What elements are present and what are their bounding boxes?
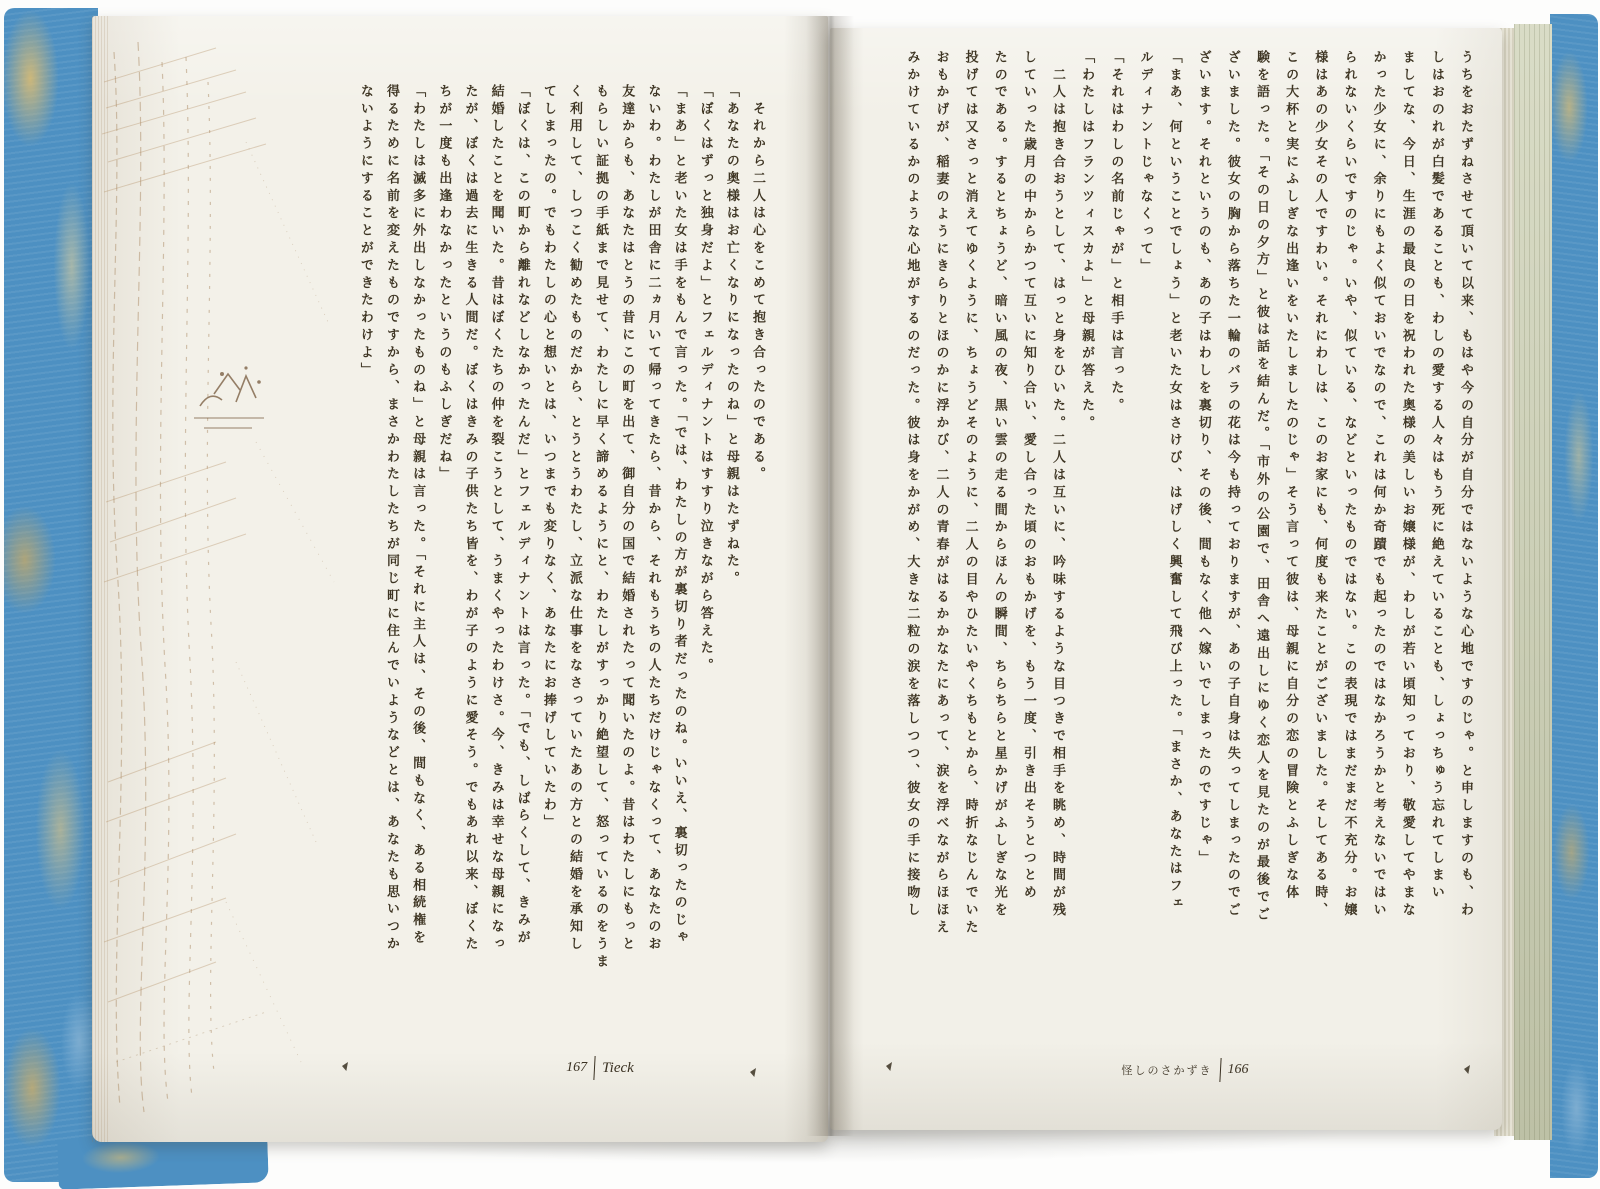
text-column: もらしい証拠の手紙まで見せて、わたしに早く諦めるようにと、わたしがすっかり絶望して、怒っているのをうま — [593, 84, 609, 972]
text-column: 験を語った。「その日の夕方」と彼は話を結んだ。「市外の公園で、田舎へ遠出しにゆく恋人を見たのが最後でご — [1254, 50, 1270, 925]
text-column: ないようにすることができたわけよ」 — [357, 84, 373, 380]
text-column: 「まあ」と老いた女は手をもんで言った。「では、わたしの方が裏切り者だったのね。いいえ、裏切ったのじゃ — [671, 84, 687, 948]
footer-divider — [1219, 1058, 1221, 1082]
text-column: しはおのれが白髪であることも、わしの愛する人々はもう死に絶えていることも、しょっちゅう忘れてしまい — [1428, 50, 1444, 903]
left-page-footer — [500, 1056, 700, 1080]
left-page-text — [330, 84, 764, 986]
right-page-footer — [1085, 1058, 1285, 1082]
text-column: ざいます。それというのも、あの子はわしを裏切り、その後、間もなく他へ嫁いでしまったのですじゃ」 — [1195, 50, 1211, 868]
text-column: 投げては又さっと消えてゆくように、ちょうどそのように、二人の目やひたいやくちもとから、時折なじんでいた — [962, 50, 978, 938]
text-column: 得るために名前を変えたものですから、まさかわたしたちが同じ町に住んでいようなどとは、あなたも思いつか — [384, 84, 400, 954]
book-cover-right — [1550, 14, 1598, 1178]
text-column: していった歳月の中からかつて互いに知り合い、愛し合った頃のおもかげを、もう一度、引き出そうとつとめ — [1020, 50, 1036, 903]
text-column: 「ぼくは、この町から離れなどしなかったんだ」とフェルディナントは言った。「でも、しばらくして、きみが — [514, 84, 530, 948]
left-page-number: 167 — [566, 1060, 588, 1075]
right-page-number: 166 — [1227, 1062, 1249, 1077]
text-column: 友達からも、あなたはとうの昔にこの町を出て、御自分の国で結婚されたって聞いたのよ。昔はわたしにもっと — [619, 84, 635, 954]
text-column: 二人は抱き合おうとして、はっと身をひいた。二人は互いに、吟味するような目つきで相手を眺め、時間が残 — [1050, 50, 1066, 920]
text-column: うちをおたずねさせて頂いて以来、もはや今の自分が自分ではないような心地ですのじゃ。と申しますのも、わ — [1458, 50, 1473, 920]
text-column: たのである。するとちょうど、暗い風の夜、黒い雲の走る間からほんの瞬間、ちらちらと星かげがふしぎな光を — [991, 50, 1007, 920]
text-column: ないわ。わたしが田舎に二ヵ月いて帰ってきたら、昔から、それもうちの人たちだけじゃなくって、あなたのお — [645, 84, 661, 954]
text-column: 「それはわしの名前じゃが」と相手は言った。 — [1108, 50, 1124, 416]
footer-divider — [594, 1056, 596, 1080]
text-column: 結婚したことを聞いた。昔はぼくたちの仲を裂こうとして、うまくやったわけさ。今、きみは幸せな母親になっ — [488, 84, 504, 954]
author-running-head: Tieck — [602, 1059, 634, 1076]
text-column: ざいました。彼女の胸から落ちた一輪のバラの花は今も持っておりますが、あの子自身は失ってしまったのでご — [1224, 50, 1240, 920]
text-column: かった少女に、余りにもよく似ておいでなので、これは何か奇蹟でも起ったのではなかろうかと考えないではい — [1370, 50, 1386, 920]
book-gutter-shadow — [806, 16, 854, 1136]
text-column: く利用して、しつこく勧めたものだから、とうとうわたし、立派な仕事をなさっていたあの方との結婚を承知し — [567, 84, 583, 954]
text-column: 「わたしは滅多に外出しなかったものね」と母親は言った。「それに主人は、その後、間もなく、ある相続権を — [410, 84, 426, 948]
etching-illustration — [96, 22, 346, 1134]
text-column: 「あなたの奥様はお亡くなりになったのね」と母親はたずねた。 — [723, 84, 739, 589]
text-column: てしまったの。でもわたしの心と想いとは、いつまでも変りなく、あなたにお捧げしていたわ」 — [540, 84, 556, 833]
endpaper-fore-edge — [1514, 24, 1552, 1140]
text-column: ましてな、今日、生涯の最良の日を祝われた奥様の美しいお嬢様が、わしが若い頃知っており、敬愛してやまな — [1399, 50, 1415, 920]
text-column: られないくらいですのじゃ。いや、似ている、などといったものではない。この表現ではまだまだ不充分。お嬢 — [1341, 50, 1357, 920]
text-column: この大杯と実にふしぎな出逢いをいたしましたのじゃ」そう言って彼は、母親に自分の恋の冒険とふしぎな体 — [1283, 50, 1299, 903]
title-running-head: 怪しのさかずき — [1121, 1064, 1213, 1077]
right-page-text — [890, 50, 1472, 952]
text-column: 様はあの少女その人ですわい。それにわしは、このお家にも、何度も来たことがございました。そしてある時、 — [1312, 50, 1328, 920]
text-column: 「わたしはフランツィスカよ」と母親が答えた。 — [1079, 50, 1095, 433]
text-column: 「ぼくはずっと独身だよ」とフェルディナントはすすり泣きながら答えた。 — [697, 84, 713, 676]
text-column: ちが一度も出逢わなかったというのもふしぎだね」 — [436, 84, 452, 485]
text-column: それから二人は心をこめて抱き合ったのである。 — [750, 84, 765, 485]
text-column: ルディナントじゃなくって」 — [1137, 50, 1153, 277]
text-column: みかけているかのような心地がするのだった。彼は身をかがめ、大きな二粒の涙を落しつつ、彼女の手に接吻し — [904, 50, 920, 920]
book-cover-left — [4, 8, 98, 1182]
text-column: おもかげが、稲妻のようにきらりとほのかに浮かび、二人の青春がはるかかなたにあって、涙を浮べながらほほえ — [933, 50, 949, 938]
text-column: たが、ぼくは過去に生きる人間だ。ぼくはきみの子供たち皆を、わが子のように愛そう。でもあれ以来、ぼくた — [462, 84, 478, 954]
text-column: 「まあ、何ということでしょう」と老いた女はさけび、はげしく興奮して飛び上った。「まさか、あなたはフェ — [1166, 50, 1182, 914]
